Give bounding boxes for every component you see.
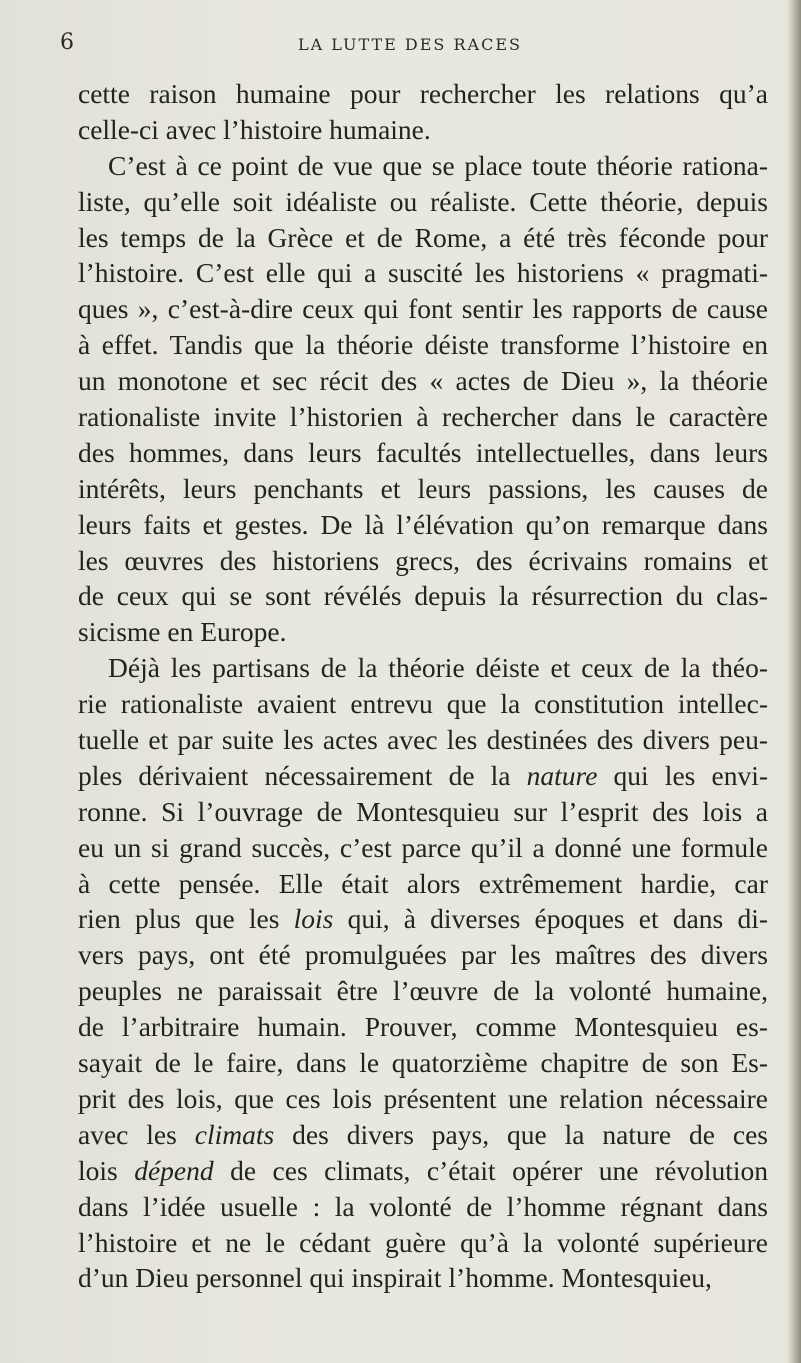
text-segment: à cette pensée. Elle était alors extrêmement hardie, car: [78, 867, 768, 899]
text-segment: vers pays, ont été promulguées par les maîtres des divers: [78, 939, 768, 971]
text-segment: ronne. Si l’ouvrage de Montesquieu sur l’esprit des lois a: [78, 795, 768, 827]
text-line: [78, 184, 768, 220]
text-line: [78, 686, 768, 722]
text-segment: prit des lois, que ces lois présentent une relation nécessaire: [78, 1082, 768, 1114]
body-text: [78, 76, 768, 1296]
text-segment: l’histoire. C’est elle qui a suscité les historiens « pragmati-: [78, 257, 768, 289]
text-segment: les œuvres des historiens grecs, des écrivains romains et: [78, 544, 768, 576]
text-line: [78, 112, 768, 148]
text-line: [78, 507, 768, 543]
text-segment: lois: [78, 1154, 135, 1186]
text-line: [78, 543, 768, 579]
text-line: [78, 794, 768, 830]
text-segment: celle-ci avec l’histoire humaine.: [78, 113, 431, 145]
page-edge-shadow: [787, 0, 801, 1363]
text-segment: sayait de le faire, dans le quatorzième chapitre de son Es-: [78, 1047, 768, 1079]
text-line: [78, 1260, 768, 1296]
text-segment: de ceux qui se sont révélés depuis la résurrection du clas-: [78, 580, 768, 612]
text-line: [78, 435, 768, 471]
text-line: [78, 830, 768, 866]
text-line: [78, 76, 768, 112]
text-line: [78, 901, 768, 937]
text-segment: Déjà les partisans de la théorie déiste et ceux de la théo-: [108, 652, 768, 684]
text-line: [78, 614, 768, 650]
italic-term: climats: [194, 1118, 275, 1150]
text-segment: à effet. Tandis que la théorie déiste transforme l’histoire en: [78, 329, 768, 361]
text-segment: de l’arbitraire humain. Prouver, comme Montesquieu es-: [78, 1011, 768, 1043]
text-segment: rationaliste invite l’historien à rechercher dans le caractère: [78, 401, 768, 433]
text-segment: C’est à ce point de vue que se place toute théorie rationa-: [108, 149, 768, 181]
text-segment: qui, à diverses époques et dans di-: [333, 903, 768, 935]
text-line: [78, 722, 768, 758]
text-segment: cette raison humaine pour rechercher les relations qu’a: [78, 78, 768, 109]
text-line: [78, 578, 768, 614]
text-line: [78, 220, 768, 256]
text-line: [78, 1153, 768, 1189]
text-line: [78, 1189, 768, 1225]
page-number: 6: [60, 30, 74, 55]
text-line: [78, 255, 768, 291]
text-line: [78, 1045, 768, 1081]
text-line: [78, 866, 768, 902]
text-line: [78, 758, 768, 794]
text-segment: les temps de la Grèce et de Rome, a été très féconde pour: [78, 221, 768, 253]
italic-term: dépend: [134, 1154, 214, 1186]
text-segment: des hommes, dans leurs facultés intellectuelles, dans leurs: [78, 436, 768, 468]
text-segment: des divers pays, que la nature de ces: [274, 1118, 768, 1150]
text-segment: qui les envi-: [597, 759, 768, 791]
italic-term: lois: [293, 903, 334, 935]
text-segment: eu un si grand succès, c’est parce qu’il a donné une formule: [78, 831, 768, 863]
text-segment: de ces climats, c’était opérer une révolution: [213, 1154, 768, 1186]
text-line: [78, 1225, 768, 1261]
text-line: [78, 650, 768, 686]
page-header: [60, 30, 760, 60]
text-segment: ques », c’est-à-dire ceux qui font sentir les rapports de cause: [78, 293, 768, 325]
text-segment: rie rationaliste avaient entrevu que la constitution intellec-: [78, 688, 768, 720]
text-segment: peuples ne paraissait être l’œuvre de la volonté humaine,: [78, 975, 768, 1007]
text-line: [78, 1081, 768, 1117]
text-segment: leurs faits et gestes. De là l’élévation qu’on remarque dans: [78, 508, 768, 540]
running-head: LA LUTTE DES RACES: [298, 35, 522, 54]
text-segment: d’un Dieu personnel qui inspirait l’homme. Montesquieu,: [78, 1262, 712, 1294]
text-segment: liste, qu’elle soit idéaliste ou réaliste. Cette théorie, depuis: [78, 185, 768, 217]
text-segment: sicisme en Europe.: [78, 616, 287, 648]
text-segment: dans l’idée usuelle : la volonté de l’homme régnant dans: [78, 1190, 768, 1222]
text-line: [78, 1117, 768, 1153]
text-segment: avec les: [78, 1118, 195, 1150]
text-segment: tuelle et par suite les actes avec les destinées des divers peu-: [78, 724, 768, 756]
text-line: [78, 399, 768, 435]
text-line: [78, 148, 768, 184]
text-line: [78, 291, 768, 327]
text-segment: un monotone et sec récit des « actes de Dieu », la théorie: [78, 365, 768, 397]
text-segment: rien plus que les: [78, 903, 294, 935]
text-segment: intérêts, leurs penchants et leurs passions, les causes de: [78, 472, 768, 504]
text-line: [78, 471, 768, 507]
text-line: [78, 973, 768, 1009]
text-line: [78, 363, 768, 399]
text-line: [78, 327, 768, 363]
italic-term: nature: [526, 759, 598, 791]
text-segment: ples dérivaient nécessairement de la: [78, 759, 527, 791]
text-segment: l’histoire et ne le cédant guère qu’à la volonté supérieure: [78, 1226, 768, 1258]
text-line: [78, 937, 768, 973]
text-line: [78, 1009, 768, 1045]
